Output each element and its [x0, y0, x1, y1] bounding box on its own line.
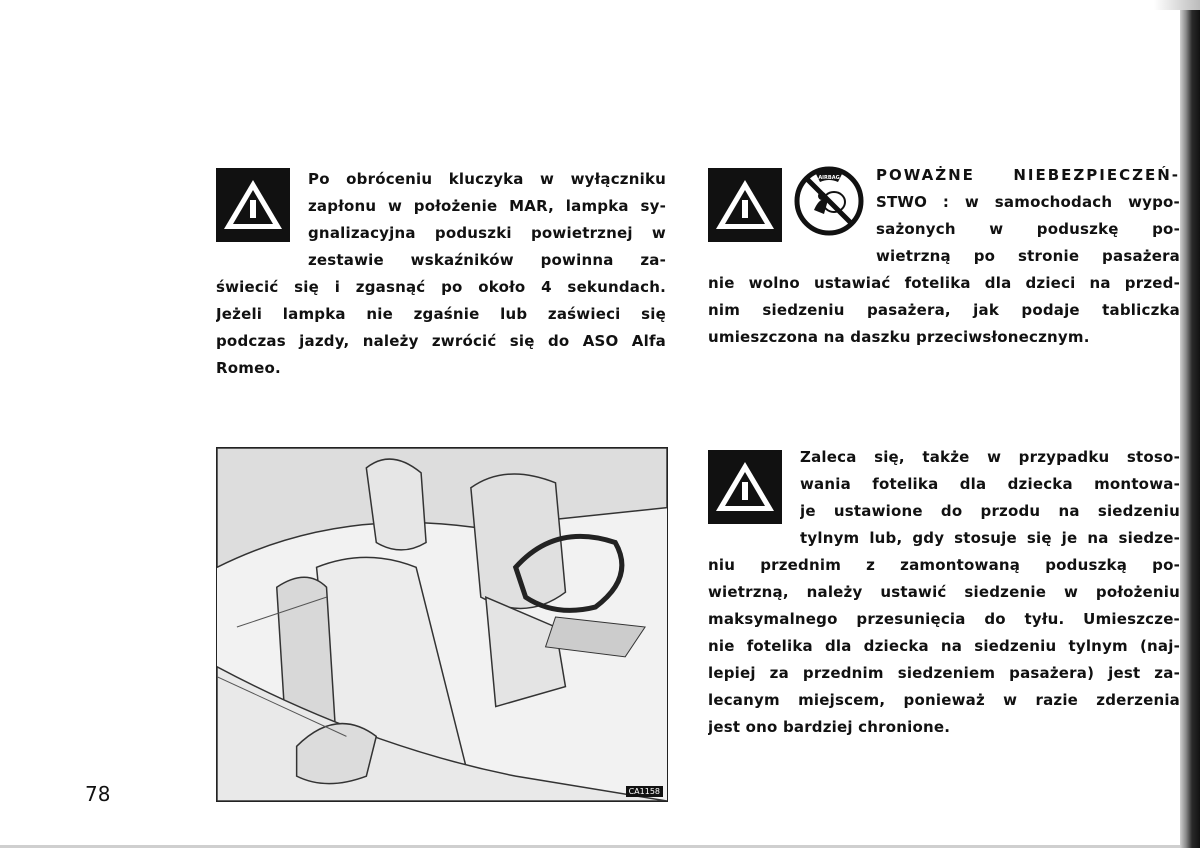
warning-3-line: maksymalnego przesunięcia do tyłu. Umieszcze-: [708, 610, 1180, 628]
warning-3-line: lepiej za przednim siedzeniem pasażera) jest za-: [708, 664, 1180, 682]
warning-3-line: lecanym miejscem, ponieważ w razie zderzenia: [708, 691, 1180, 709]
warning-1-text: [308, 166, 666, 274]
warning-1-line: Jeżeli lampka nie zgaśnie lub zaświeci się: [216, 305, 666, 323]
warning-1-line: gnalizacyjna poduszki powietrznej w: [308, 224, 666, 242]
no-child-seat-airbag-icon: [794, 166, 864, 236]
warning-3-line: Zaleca się, także w przypadku stoso-: [800, 448, 1180, 466]
warning-1-line: zapłonu w położenie MAR, lampka sy-: [308, 197, 666, 215]
figure-code: CA1158: [626, 786, 663, 797]
warning-1-line: Po obróceniu kluczyka w wyłączniku: [308, 170, 666, 188]
airbag-label: AIRBAG: [818, 175, 840, 181]
warning-2-line: STWO : w samochodach wypo-: [876, 193, 1180, 211]
warning-2-line: umieszczona na daszku przeciwsłonecznym.: [708, 328, 1090, 346]
warning-2-line: nie wolno ustawiać fotelika dla dzieci na przed-: [708, 274, 1180, 292]
warning-3-line: niu przednim z zamontowaną poduszką po-: [708, 556, 1180, 574]
warning-1-line: zestawie wskaźników powinna za-: [308, 251, 666, 269]
warning-1-text-full: [216, 274, 666, 382]
spine-top-edge: [1154, 0, 1200, 10]
warning-3-text: [800, 444, 1180, 552]
warning-1-line: Romeo.: [216, 359, 281, 377]
warning-3-line: wania fotelika dla dziecka montowa-: [800, 475, 1180, 493]
warning-3-text-full: [708, 552, 1180, 741]
warning-2-text-full: [708, 270, 1180, 351]
page-number: 78: [85, 782, 111, 806]
warning-2-line: sażonych w poduszkę po-: [876, 220, 1180, 238]
warning-3-line: tylnym lub, gdy stosuje się je na siedze-: [800, 529, 1180, 547]
warning-2-heading: POWAŻNE NIEBEZPIECZEŃ-: [876, 166, 1180, 184]
warning-3-line: je ustawione do przodu na siedzeniu: [800, 502, 1180, 520]
book-spine: [1180, 0, 1200, 848]
warning-triangle-icon: [708, 168, 782, 242]
warning-3-line: wietrzną, należy ustawić siedzenie w położeniu: [708, 583, 1180, 601]
warning-3-line: jest ono bardziej chronione.: [708, 718, 951, 736]
warning-1-line: podczas jazdy, należy zwrócić się do ASO Alfa: [216, 332, 666, 350]
warning-2-line: wietrzną po stronie pasażera: [876, 247, 1180, 265]
warning-2-text: [876, 162, 1180, 270]
warning-1-line: świecić się i zgasnąć po około 4 sekundach.: [216, 278, 666, 296]
warning-2-line: nim siedzeniu pasażera, jak podaje tabliczka: [708, 301, 1180, 319]
child-seat-illustration: [216, 447, 668, 802]
warning-3-line: nie fotelika dla dziecka na siedzeniu tylnym (naj-: [708, 637, 1180, 655]
warning-triangle-icon: [708, 450, 782, 524]
warning-triangle-icon: [216, 168, 290, 242]
